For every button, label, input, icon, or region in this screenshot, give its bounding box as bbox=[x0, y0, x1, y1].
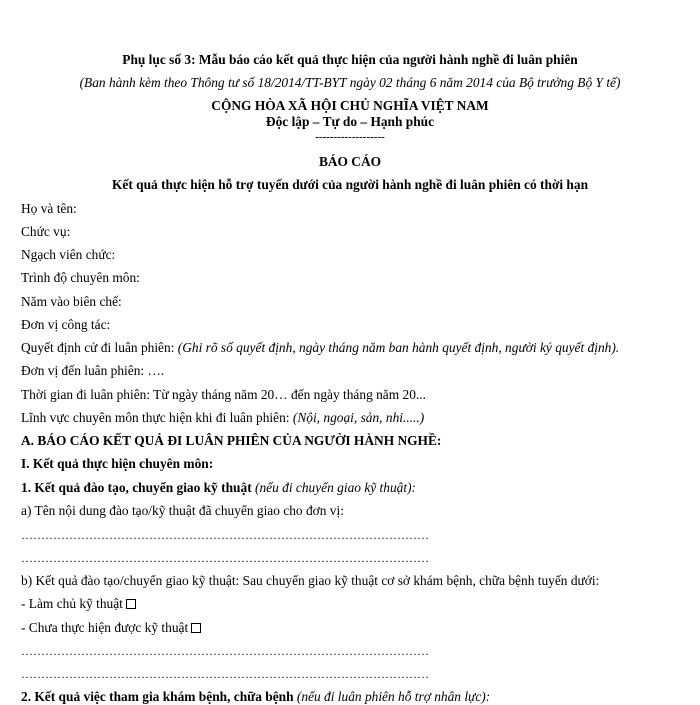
dotted-line-4: ………………………………………………………………………………………… bbox=[21, 667, 429, 681]
field-specialty bbox=[21, 410, 424, 426]
decision-label: Quyết định cử đi luân phiên: bbox=[21, 340, 178, 355]
appendix-title: Phụ lục số 3: Mẫu báo cáo kết quả thực hiện của người hành nghề đi luân phiên bbox=[122, 52, 578, 67]
dotted-line-2: ………………………………………………………………………………………… bbox=[21, 551, 429, 565]
issued-note: (Ban hành kèm theo Thông tư số 18/2014/TT-BYT ngày 02 tháng 6 năm 2014 của Bộ trưởng Bộ Y tế) bbox=[79, 75, 621, 90]
decision-note: (Ghi rõ số quyết định, ngày tháng năm ban hành quyết định, người ký quyết định). bbox=[177, 340, 620, 355]
national-motto: Độc lập – Tự do – Hạnh phúc bbox=[265, 114, 435, 129]
field-year-of-staffing: Năm vào biên chế: bbox=[21, 294, 122, 309]
field-destination: Đơn vị đến luân phiên: …. bbox=[21, 363, 165, 378]
field-qualification: Trình độ chuyên môn: bbox=[21, 270, 140, 285]
report-subheading: Kết quả thực hiện hỗ trợ tuyến dưới của người hành nghề đi luân phiên có thời hạn bbox=[111, 177, 589, 192]
option-mastered bbox=[21, 596, 136, 612]
dotted-line-1: ………………………………………………………………………………………… bbox=[21, 528, 429, 542]
item-2-heading bbox=[21, 689, 490, 705]
item-1a: a) Tên nội dung đào tạo/kỹ thuật đã chuyển giao cho đơn vị: bbox=[21, 503, 344, 518]
field-duration: Thời gian đi luân phiên: Từ ngày tháng năm 20… đến ngày tháng năm 20... bbox=[21, 387, 426, 402]
item-2-note: (nếu đi luân phiên hỗ trợ nhân lực): bbox=[296, 689, 491, 704]
checkbox-mastered[interactable] bbox=[126, 599, 136, 609]
field-position: Chức vụ: bbox=[21, 224, 71, 239]
item-1b: b) Kết quả đào tạo/chuyển giao kỹ thuật: Sau chuyển giao kỹ thuật cơ sở khám bệnh, chữa bệnh tuyến dưới: bbox=[21, 573, 600, 588]
section-a-title: A. BÁO CÁO KẾT QUẢ ĐI LUÂN PHIÊN CỦA NGƯỜI HÀNH NGHỀ: bbox=[21, 433, 442, 448]
country-name: CỘNG HÒA XÃ HỘI CHỦ NGHĨA VIỆT NAM bbox=[211, 98, 489, 113]
report-heading: BÁO CÁO bbox=[318, 154, 382, 169]
field-civil-rank: Ngạch viên chức: bbox=[21, 247, 116, 262]
option-not-performed bbox=[21, 620, 201, 636]
field-decision bbox=[21, 340, 619, 356]
item-2-label: 2. Kết quả việc tham gia khám bệnh, chữa bệnh bbox=[21, 689, 297, 704]
checkbox-not-performed[interactable] bbox=[191, 623, 201, 633]
option-not-performed-label: - Chưa thực hiện được kỹ thuật bbox=[21, 620, 189, 635]
header-separator: ------------------- bbox=[315, 131, 385, 143]
item-1-note: (nếu đi chuyển giao kỹ thuật): bbox=[255, 480, 417, 495]
specialty-label: Lĩnh vực chuyên môn thực hiện khi đi luân phiên: bbox=[21, 410, 293, 425]
part-1-title: I. Kết quả thực hiện chuyên môn: bbox=[21, 456, 214, 471]
item-1-heading bbox=[21, 480, 416, 496]
field-name: Họ và tên: bbox=[21, 201, 77, 216]
option-mastered-label: - Làm chủ kỹ thuật bbox=[21, 596, 123, 611]
specialty-note: (Nội, ngoại, sản, nhi.....) bbox=[292, 410, 425, 425]
dotted-line-3: ………………………………………………………………………………………… bbox=[21, 644, 429, 658]
field-workplace: Đơn vị công tác: bbox=[21, 317, 111, 332]
item-1-label: 1. Kết quả đào tạo, chuyển giao kỹ thuật bbox=[21, 480, 255, 495]
